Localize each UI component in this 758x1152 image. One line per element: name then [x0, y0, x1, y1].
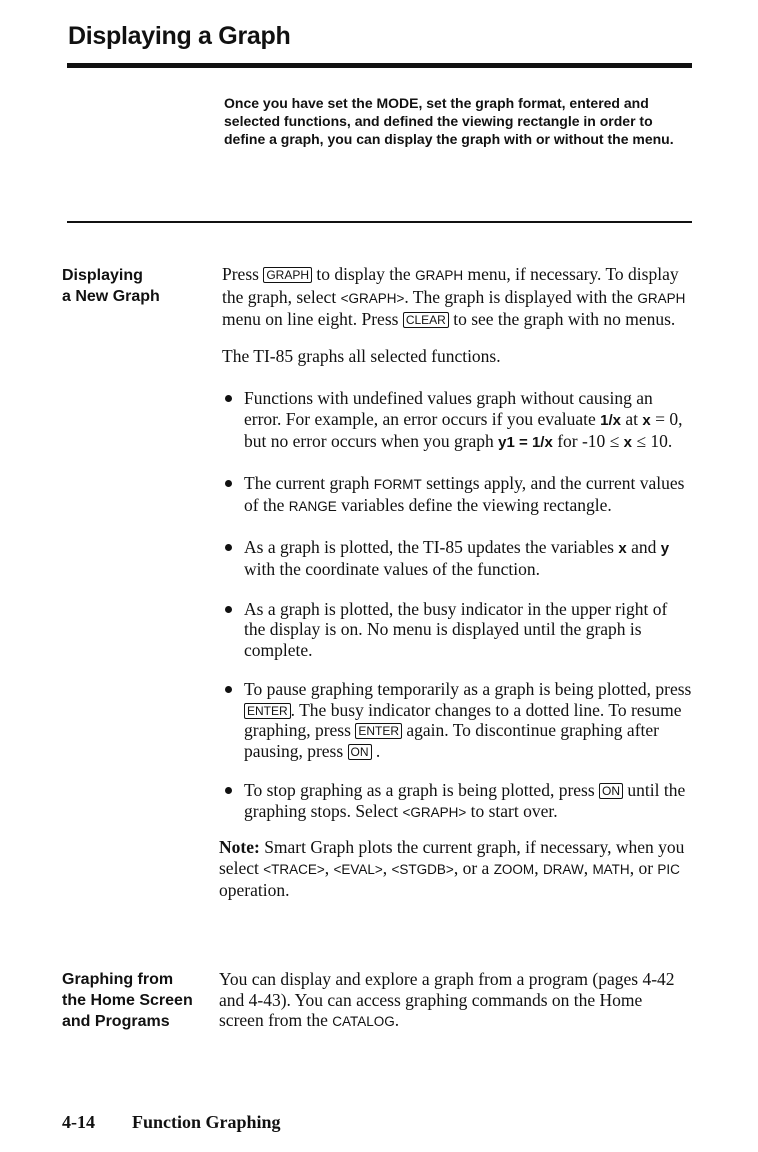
menu-name: GRAPH [637, 290, 686, 306]
list-item: To stop graphing as a graph is being plotted, press ON until the graphing stops. Select <GRAPH> to start over. [222, 780, 692, 823]
bullet-dot-icon [225, 606, 232, 613]
paragraph-home-screen: You can display and explore a graph from a program (pages 4-42 and 4-43). You can access graphing commands on the Home screen from the CATALOG. [219, 969, 675, 1030]
note-paragraph: Note: Smart Graph plots the current graph, if necessary, when you select <TRACE>, <EVAL>, <STGDB>, or a ZOOM, DRAW, MATH, or PIC operation. [219, 837, 685, 900]
section-heading-new-graph [62, 265, 212, 307]
list-item: As a graph is plotted, the TI-85 updates the variables x and y with the coordinate values of the function. [222, 537, 692, 580]
list-item: To pause graphing temporarily as a graph is being plotted, press ENTER . The busy indicator changes to a dotted line. To resume graphing, press ENTER again. To discontinue graphing after pausing, press ON . [222, 679, 692, 761]
title-rule [67, 63, 692, 68]
bullet-dot-icon [225, 544, 232, 551]
menu-item: <GRAPH> [340, 290, 405, 306]
graph-key: GRAPH [263, 267, 312, 283]
paragraph-graphs-all: The TI-85 graphs all selected functions. [222, 345, 501, 366]
catalog-name: CATALOG [332, 1014, 395, 1029]
heading-line: a New Graph [62, 288, 160, 305]
bullet-dot-icon [225, 395, 232, 402]
bullet-list [222, 388, 692, 823]
bullet-dot-icon [225, 787, 232, 794]
page-title: Displaying a Graph [68, 22, 291, 50]
clear-key: CLEAR [403, 312, 449, 328]
page-footer [62, 1112, 281, 1133]
heading-line: and Programs [62, 1013, 170, 1030]
section-heading-home-screen [62, 969, 212, 1032]
section-rule [67, 221, 692, 223]
intro-paragraph: Once you have set the MODE, set the graph format, entered and selected functions, and defined the viewing rectangle in order to define a graph, you can display the graph with or without the menu. [224, 95, 674, 147]
heading-line: Displaying [62, 267, 143, 284]
on-key: ON [599, 783, 623, 799]
chapter-title: Function Graphing [132, 1112, 281, 1132]
bullet-dot-icon [225, 686, 232, 693]
section-body-new-graph [219, 264, 692, 901]
enter-key: ENTER [244, 703, 291, 719]
list-item: The current graph FORMT settings apply, and the current values of the RANGE variables define the viewing rectangle. [222, 473, 692, 518]
menu-name: GRAPH [415, 268, 464, 283]
on-key: ON [348, 744, 372, 760]
list-item: Functions with undefined values graph without causing an error. For example, an error occurs if you evaluate 1/x at x = 0, but no error occurs when you graph y1 = 1/x for -10 ≤ x ≤ 10. [222, 388, 692, 454]
bullet-dot-icon [225, 480, 232, 487]
heading-line: the Home Screen [62, 992, 193, 1009]
paragraph-press-graph: Press GRAPH to display the GRAPH menu, if necessary. To display the graph, select <GRAPH>. The graph is displayed with the GRAPH menu on line eight. Press CLEAR to see the graph with no menus. [222, 264, 686, 329]
list-item: As a graph is plotted, the busy indicator in the upper right of the display is on. No menu is displayed until the graph is complete. [222, 599, 692, 661]
enter-key: ENTER [355, 723, 402, 739]
section-body-home-screen [219, 969, 689, 1033]
note-label: Note: [219, 837, 260, 857]
heading-line: Graphing from [62, 971, 174, 988]
page-number: 4-14 [62, 1112, 95, 1132]
